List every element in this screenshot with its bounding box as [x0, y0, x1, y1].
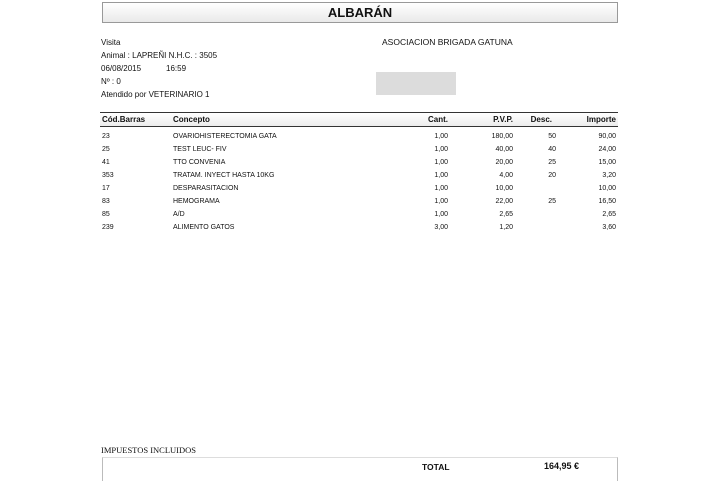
header-cant: Cant. [428, 115, 448, 124]
table-row [100, 169, 618, 182]
cell-pvp: 4,00 [499, 172, 513, 179]
cell-pvp: 2,65 [499, 211, 513, 218]
cell-cant: 1,00 [434, 146, 448, 153]
cell-cant: 1,00 [434, 159, 448, 166]
cell-cod: 25 [102, 146, 110, 153]
header-pvp: P.V.P. [493, 115, 513, 124]
visit-time: 16:59 [166, 64, 187, 73]
cell-pvp: 1,20 [499, 224, 513, 231]
cell-importe: 24,00 [598, 146, 616, 153]
cell-cod: 83 [102, 198, 110, 205]
cell-concepto: DESPARASITACION [173, 185, 239, 192]
total-box [102, 457, 618, 481]
cell-cant: 1,00 [434, 172, 448, 179]
cell-importe: 3,20 [602, 172, 616, 179]
cell-importe: 16,50 [598, 198, 616, 205]
cell-importe: 2,65 [602, 211, 616, 218]
cell-concepto: HEMOGRAMA [173, 198, 220, 205]
cell-concepto: TEST LEUC- FIV [173, 146, 227, 153]
cell-cod: 17 [102, 185, 110, 192]
table-header [100, 112, 618, 127]
cell-cod: 353 [102, 172, 114, 179]
cell-concepto: OVARIOHISTERECTOMIA GATA [173, 133, 277, 140]
cell-concepto: ALIMENTO GATOS [173, 224, 235, 231]
cell-cod: 239 [102, 224, 114, 231]
header-importe: Importe [586, 115, 616, 124]
visit-date: 06/08/2015 [101, 64, 142, 73]
cell-cod: 23 [102, 133, 110, 140]
cell-importe: 15,00 [598, 159, 616, 166]
cell-pvp: 40,00 [495, 146, 513, 153]
cell-cod: 41 [102, 159, 110, 166]
attended-by: Atendido por VETERINARIO 1 [101, 90, 210, 99]
animal-info: Animal : LAPREÑI N.H.C. : 3505 [101, 51, 218, 60]
table-row [100, 130, 618, 143]
cell-importe: 90,00 [598, 133, 616, 140]
cell-pvp: 180,00 [491, 133, 513, 140]
cell-importe: 10,00 [598, 185, 616, 192]
total-value: 164,95 € [544, 461, 580, 471]
cell-concepto: TTO CONVENIA [173, 159, 226, 166]
cell-cant: 1,00 [434, 211, 448, 218]
header-cod: Cód.Barras [102, 115, 146, 124]
document-number: Nº : 0 [101, 77, 121, 86]
table-row [100, 208, 618, 221]
cell-desc: 40 [548, 146, 556, 153]
cell-cod: 85 [102, 211, 110, 218]
visit-label: Visita [101, 38, 121, 47]
table-row [100, 156, 618, 169]
cell-desc: 50 [548, 133, 556, 140]
table-row [100, 221, 618, 234]
header-concepto: Concepto [173, 115, 210, 124]
cell-importe: 3,60 [602, 224, 616, 231]
cell-cant: 1,00 [434, 198, 448, 205]
cell-concepto: A/D [173, 211, 185, 218]
cell-desc: 25 [548, 159, 556, 166]
cell-cant: 3,00 [434, 224, 448, 231]
table-row [100, 195, 618, 208]
taxes-included-note: IMPUESTOS INCLUIDOS [101, 445, 197, 455]
cell-desc: 20 [548, 172, 556, 179]
table-row [100, 182, 618, 195]
cell-pvp: 22,00 [495, 198, 513, 205]
cell-pvp: 10,00 [495, 185, 513, 192]
cell-desc: 25 [548, 198, 556, 205]
stamp-placeholder [376, 72, 456, 95]
cell-cant: 1,00 [434, 185, 448, 192]
cell-pvp: 20,00 [495, 159, 513, 166]
cell-concepto: TRATAM. INYECT HASTA 10KG [173, 172, 275, 179]
document-title: ALBARÁN [102, 2, 618, 23]
table-row [100, 143, 618, 156]
organization-name: ASOCIACION BRIGADA GATUNA [382, 37, 513, 47]
cell-cant: 1,00 [434, 133, 448, 140]
total-label: TOTAL [422, 462, 450, 472]
header-desc: Desc. [530, 115, 552, 124]
